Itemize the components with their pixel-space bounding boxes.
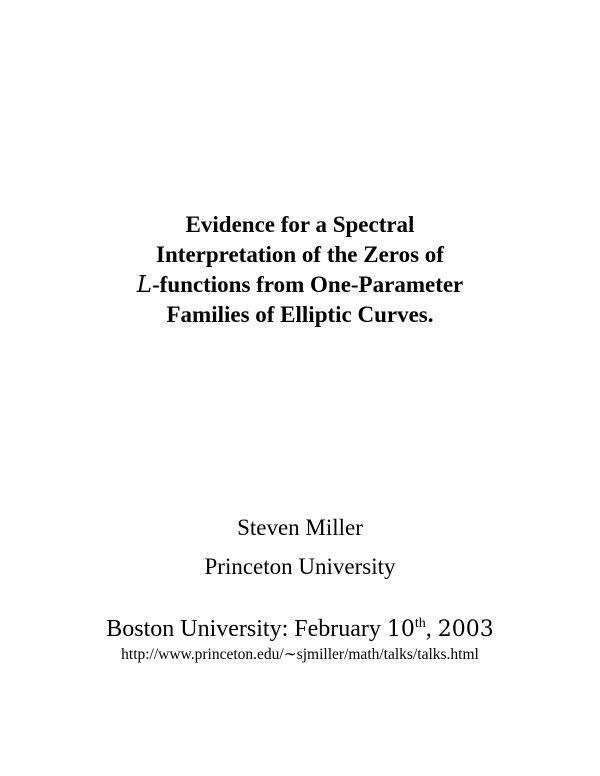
title-line-3-text: -functions from One-Parameter [152, 272, 464, 297]
talk-url[interactable] [0, 644, 600, 665]
url-prefix: http://www.princeton.edu/ [121, 646, 284, 663]
talk-comma: , [425, 616, 438, 642]
slide-title [0, 210, 600, 330]
talk-day-suffix: th [414, 616, 426, 631]
author-name: Steven Miller [237, 515, 363, 540]
title-line-4: Families of Elliptic Curves. [166, 302, 434, 327]
title-line-2: Interpretation of the Zeros of [156, 242, 444, 267]
talk-venue-date [0, 613, 600, 646]
title-line-3 [0, 270, 600, 300]
url-tilde: ∼ [283, 645, 297, 663]
talk-year: 2003 [437, 617, 494, 642]
title-math-l: L [136, 272, 152, 298]
author-affiliation: Princeton University [204, 554, 396, 579]
talk-venue: Boston University: February [106, 616, 387, 642]
url-suffix: sjmiller/math/talks/talks.html [296, 646, 479, 663]
title-line-1: Evidence for a Spectral [185, 212, 415, 237]
talk-day: 10 [386, 617, 415, 642]
